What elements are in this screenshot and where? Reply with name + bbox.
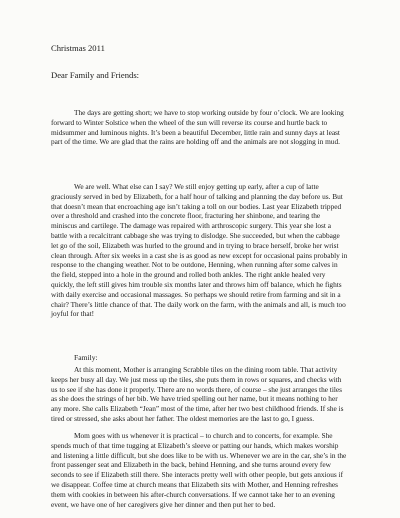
section-label-family: Family:	[74, 353, 98, 362]
paragraph-mom-goes-with-us: Mom goes with us whenever it is practical – to church and to concerts, for example. She spends much of that time tugging at Elizabeth’s sleeve or patting our hands, which makes worship and listening a little difficult, but she does like to be with us. Whenever we are in the car, she’s in the front passenger seat and Elizabeth in the back, behind Henning, and she turns around every few seconds to see if Elizabeth still there. She interacts pretty well with other people, but gets anxious if we disappear. Coffee time at church means that Elizabeth sits with Mother, and Henning refreshes them with cookies in between his after-church conversations. If we cannot take her to an evening event, we have one of her caregivers give her dinner and then put her to bed.	[51, 431, 347, 509]
paragraph-days-getting-short: The days are getting short; we have to stop working outside by four o’clock. We are looking forward to Winter Solstice when the wheel of the sun will reverse its course and hurtle back to midsummer and luminous nights. It’s been a beautiful December, little rain and sunny days at least part of the time. We are glad that the rains are holding off and the animals are not slogging in mud.	[51, 108, 344, 147]
paragraph-we-are-well: We are well. What else can I say? We still enjoy getting up early, after a cup of latte graciously served in bed by Elizabeth, for a half hour of talking and planning the day before us. But that doesn’t mean that encroaching age isn’t taking a toll on our bodies. Last year Elizabeth tripped over a threshold and crashed into the concrete floor, fracturing her shinbone, and tearing the miniscus and cartilege. The damage was repaired with arthroscopic surgery. This year she lost a battle with a recalcitrant cabbage she was trying to dislodge. She succeeded, but when the cabbage let go of the soil, Elizabeth was hurled to the ground and in trying to brace herself, broke her wrist clean through. After six weeks in a cast she is as good as new except for occasional pains probably in response to the changing weather. Not to be outdone, Henning, when running after some calves in the field, stepped into a hole in the ground and rolled both ankles. The right ankle healed very quickly, the left still gives him trouble six months later and throws him off balance, which he fights with daily exercise and occasional massages. So perhaps we should retire from farming and sit in a chair? There’s little chance of that. The daily work on the farm, with the animals and all, is much too joyful for that!	[51, 182, 348, 319]
letter-salutation: Dear Family and Friends:	[51, 70, 140, 80]
paragraph-mother-scrabble: At this moment, Mother is arranging Scrabble tiles on the dining room table. That activity keeps her busy all day. We just mess up the tiles, she puts them in rows or squares, and checks with us to see if she has done it properly. There are no words there, of course – she just arranges the tiles as she does the strings of her bib. We have tried spelling out her name, but it means nothing to her any more. She calls Elizabeth “Jean” most of the time, after her two best childhood friends. If she is tired or stressed, she asks about her father. The oldest memories are the last to go, I guess.	[51, 365, 344, 423]
letter-date: Christmas 2011	[51, 43, 105, 53]
